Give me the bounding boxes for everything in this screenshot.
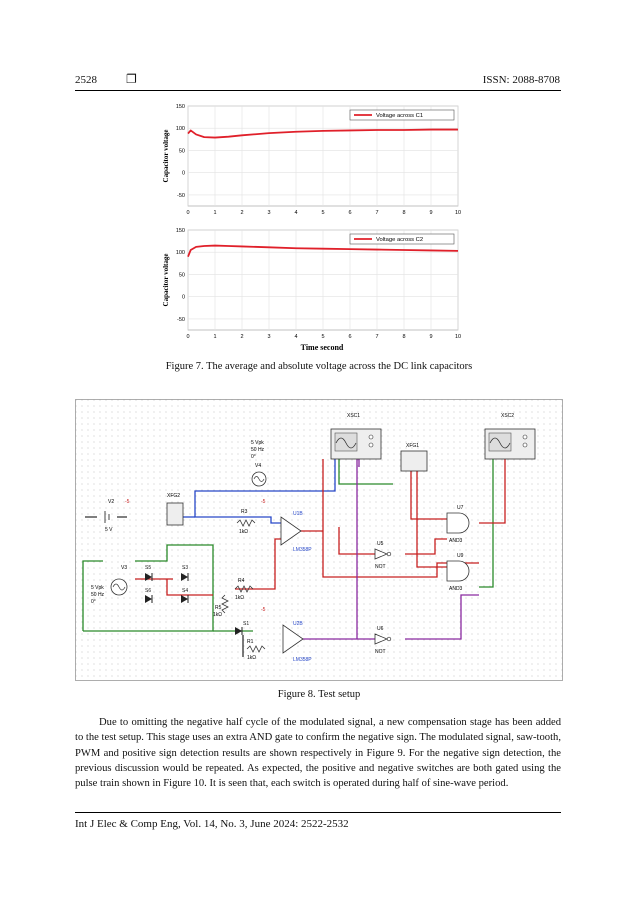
svg-text:S5: S5 [145, 565, 152, 571]
chart-c1 [162, 104, 461, 216]
y-axis-label: Capacitor voltage [162, 129, 170, 183]
svg-text:U9: U9 [457, 553, 464, 559]
svg-text:S1: S1 [243, 621, 250, 627]
x-tick-label: 5 [321, 210, 325, 216]
y-tick-label: 150 [175, 104, 185, 110]
body-paragraph: Due to omitting the negative half cycle of the modulated signal, a new compensation stage has been added to the test setup. This stage uses an extra AND gate to confirm the negative sign. The modulated signal, saw-tooth, PWM and positive sign detection results are shown respectively in Figure 9. For the negative sign detection, the previous discussion would be repeated. As expected, the positive and negative switches are both gated using the pulse train shown in Figure 10. It is seen that, each switch is operated during half of sine-wave period. [75, 717, 561, 790]
y-tick-label: -50 [177, 316, 185, 323]
svg-text:U7: U7 [457, 505, 464, 511]
x-tick-label: 10 [454, 210, 462, 216]
svg-text:NOT: NOT [375, 564, 386, 570]
svg-text:AND3: AND3 [449, 586, 463, 592]
x-tick-label: 4 [294, 210, 298, 216]
svg-text:V3: V3 [121, 565, 128, 571]
x-tick-label: 2 [240, 210, 244, 216]
chart-c2 [162, 228, 461, 340]
svg-text:-5: -5 [261, 607, 266, 613]
x-tick-label: 3 [267, 210, 271, 216]
footer-citation: Int J Elec & Comp Eng, Vol. 14, No. 3, June 2024: 2522-2532 [75, 818, 349, 830]
figure7-caption: Figure 7. The average and absolute voltage across the DC link capacitors [165, 361, 473, 372]
x-tick-label: 7 [375, 334, 379, 340]
x-tick-label: 8 [402, 210, 406, 216]
svg-text:R4: R4 [238, 578, 245, 584]
y-tick-label: 0 [181, 294, 185, 301]
x-tick-label: 2 [240, 334, 244, 340]
svg-text:0°: 0° [251, 454, 256, 460]
svg-text:U1B: U1B [293, 511, 303, 517]
svg-text:S4: S4 [182, 588, 189, 594]
x-tick-label: 4 [294, 334, 298, 340]
svg-text:-5: -5 [261, 499, 266, 505]
figure8-circuit [75, 399, 563, 681]
svg-text:R3: R3 [241, 509, 248, 515]
y-axis-label: Capacitor voltage [162, 253, 170, 307]
svg-text:1kΩ: 1kΩ [235, 595, 245, 601]
svg-text:NOT: NOT [375, 649, 386, 655]
y-tick-label: 100 [175, 250, 185, 257]
x-tick-label: 1 [213, 210, 217, 216]
x-tick-label: 9 [429, 334, 433, 340]
svg-text:XSC1: XSC1 [347, 413, 361, 419]
svg-text:1kΩ: 1kΩ [239, 529, 249, 535]
svg-text:U2B: U2B [293, 621, 303, 627]
x-tick-label: 0 [186, 334, 190, 340]
svg-text:U6: U6 [377, 626, 384, 632]
svg-text:R1: R1 [247, 639, 254, 645]
x-tick-label: 10 [454, 334, 462, 340]
x-tick-label: 8 [402, 334, 406, 340]
y-tick-label: 50 [178, 148, 185, 155]
svg-text:5 Vpk: 5 Vpk [91, 585, 104, 591]
svg-text:U5: U5 [377, 541, 384, 547]
svg-text:0°: 0° [91, 599, 96, 605]
svg-text:XFG1: XFG1 [406, 443, 420, 449]
y-tick-label: 150 [175, 228, 185, 234]
svg-text:LM358P: LM358P [293, 657, 312, 663]
figure7-charts [150, 100, 480, 358]
x-tick-label: 3 [267, 334, 271, 340]
y-tick-label: 0 [181, 170, 185, 177]
svg-text:S6: S6 [145, 588, 152, 594]
figure8-caption: Figure 8. Test setup [277, 689, 361, 700]
legend-label: Voltage across C1 [376, 113, 424, 120]
x-tick-label: 6 [348, 210, 352, 216]
x-tick-label: 0 [186, 210, 190, 216]
page-number: 2528 [75, 74, 97, 86]
x-tick-label: 9 [429, 210, 433, 216]
svg-text:V4: V4 [255, 463, 262, 469]
svg-text:V2: V2 [108, 499, 115, 505]
svg-text:LM358P: LM358P [293, 547, 312, 553]
svg-text:XSC2: XSC2 [501, 413, 515, 419]
svg-text:AND3: AND3 [449, 538, 463, 544]
svg-text:R5: R5 [215, 605, 222, 611]
issn-label: ISSN: 2088-8708 [482, 74, 560, 86]
x-axis-label: Time second [300, 343, 344, 352]
svg-text:S3: S3 [182, 565, 189, 571]
svg-text:50 Hz: 50 Hz [251, 447, 265, 453]
x-tick-label: 7 [375, 210, 379, 216]
box-symbol-icon: ❐ [126, 72, 137, 86]
x-tick-label: 1 [213, 334, 217, 340]
x-tick-label: 5 [321, 334, 325, 340]
y-tick-label: 50 [178, 272, 185, 279]
legend-label: Voltage across C2 [376, 237, 424, 244]
y-tick-label: -50 [177, 192, 185, 199]
svg-text:50 Hz: 50 Hz [91, 592, 105, 598]
svg-text:5 V: 5 V [105, 527, 113, 533]
svg-text:XFG2: XFG2 [167, 493, 181, 499]
header-rule [75, 90, 561, 91]
y-tick-label: 100 [175, 126, 185, 133]
x-tick-label: 6 [348, 334, 352, 340]
svg-text:-5: -5 [125, 499, 130, 505]
svg-text:1kΩ: 1kΩ [247, 655, 257, 661]
svg-text:5 Vpk: 5 Vpk [251, 440, 264, 446]
svg-text:1kΩ: 1kΩ [213, 612, 223, 618]
footer-rule [75, 812, 561, 813]
